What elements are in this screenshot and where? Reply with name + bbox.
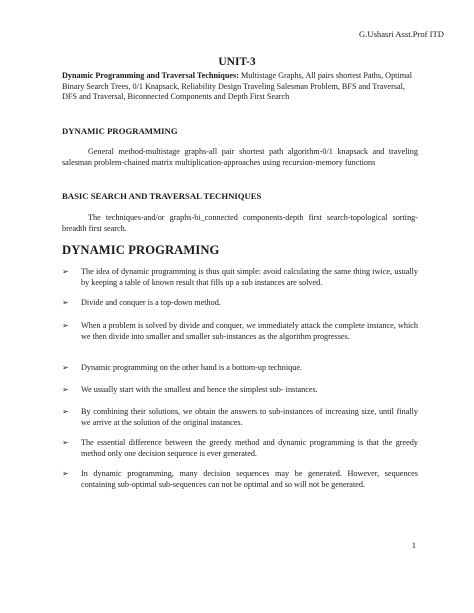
arrow-bullet-icon: ➢: [62, 298, 69, 307]
section-heading-dynamic-programing: DYNAMIC PROGRAMING: [62, 243, 220, 257]
bullet-text: Dynamic programming on the other hand is a bottom-up technique.: [81, 363, 303, 372]
bullet-text: We usually start with the smallest and hence the simplest sub- instances.: [81, 385, 318, 394]
bullet-text: In dynamic programming, many decision sequences may be generated. However, sequences containing sub-optimal sub-sequences can not be optimal and so will not be generated.: [81, 469, 418, 490]
page-number: 1: [411, 540, 416, 550]
page-header-author: G.Ushasri Asst.Prof ITD: [359, 29, 444, 39]
unit-topics: [62, 71, 412, 103]
section1-body-text: General method-multistage graphs-all pair shortest path algorithm-0/1 knapsack and traveling salesman problem-chained matrix multiplication-approaches using recursion-memory functions: [62, 147, 418, 167]
bullet-text: When a problem is solved by divide and conquer, we immediately attack the complete instance, which we then divide into smaller and smaller sub-instances as the algorithm progresses.: [81, 321, 418, 342]
bullet-text: The essential difference between the greedy method and dynamic programming is that the greedy method only one decision sequence is ever generated.: [81, 438, 418, 459]
unit-title: UNIT-3: [218, 56, 256, 68]
section2-body-text: The techniques-and/or graphs-bi_connected components-depth first search-topological sorting-breadth first search.: [62, 213, 418, 233]
topics-text: Multistage Graphs, All pairs shortest Paths, Optimal Binary Search Trees, 0/1 Knapsack, Reliability Design Traveling Salesman Problem, BFS and Traversal, DFS and Traversal, Biconnected Components and Depth First Search: [62, 71, 413, 102]
arrow-bullet-icon: ➢: [62, 363, 69, 372]
section-heading-search-traversal: BASIC SEARCH AND TRAVERSAL TECHNIQUES: [62, 191, 262, 201]
bullet-text: By combining their solutions, we obtain the answers to sub-instances of increasing size, until finally we arrive at the solution of the original instances.: [81, 407, 418, 428]
section-body-search-traversal: [62, 212, 418, 234]
topics-lead: Dynamic Programming and Traversal Techniques:: [62, 71, 239, 80]
section-heading-dynamic-programming: DYNAMIC PROGRAMMING: [62, 126, 178, 136]
arrow-bullet-icon: ➢: [62, 385, 69, 394]
arrow-bullet-icon: ➢: [62, 321, 69, 330]
bullet-text: Divide and conquer is a top-down method.: [81, 298, 221, 307]
arrow-bullet-icon: ➢: [62, 469, 69, 478]
bullet-text: The idea of dynamic programming is thus quit simple: avoid calculating the same thing twice, usually by keeping a table of known result that fills up a sub instances are solved.: [81, 267, 418, 288]
section-body-dynamic-programming: [62, 146, 418, 168]
arrow-bullet-icon: ➢: [62, 407, 69, 416]
arrow-bullet-icon: ➢: [62, 267, 69, 276]
arrow-bullet-icon: ➢: [62, 438, 69, 447]
